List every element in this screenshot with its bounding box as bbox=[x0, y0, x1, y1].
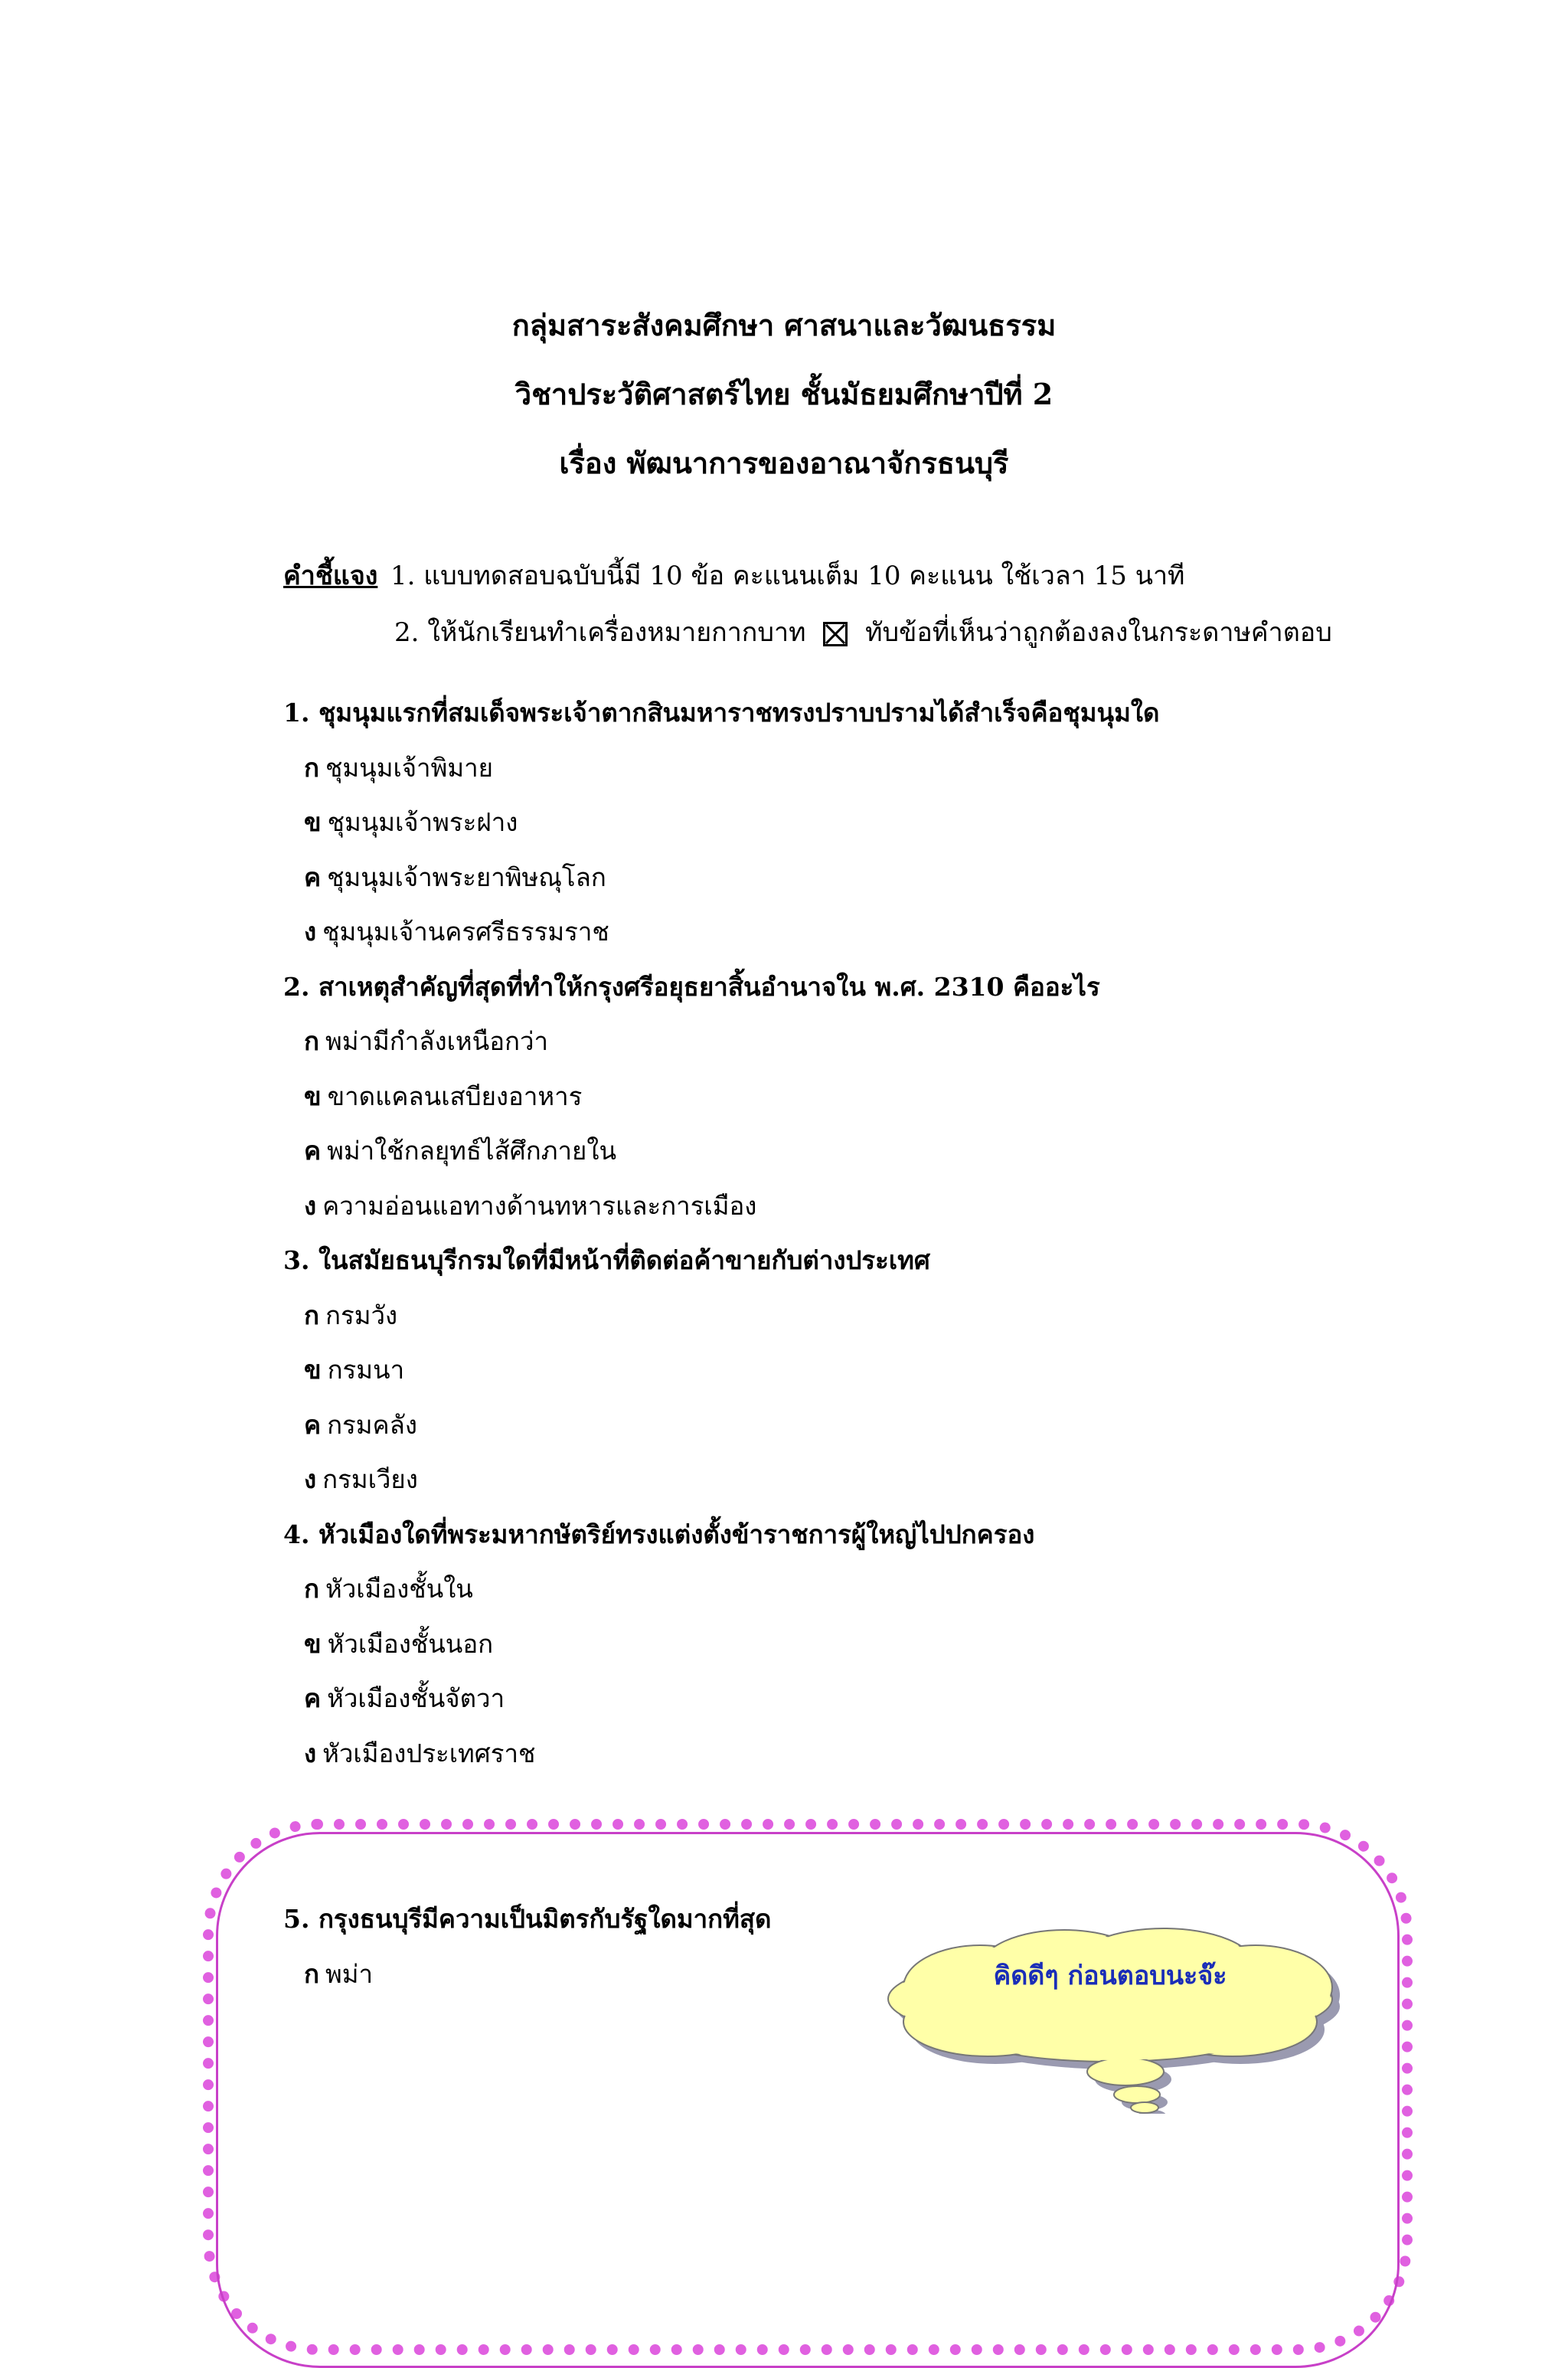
question-3-text: 3. ในสมัยธนบุรีกรมใดที่มีหน้าที่ติดต่อค้าขายกับต่างประเทศ bbox=[283, 1245, 930, 1275]
question-1-text: 1. ชุมนุมแรกที่สมเด็จพระเจ้าตากสินมหาราชทรงปราบปรามได้สำเร็จคือชุมนุมใด bbox=[283, 698, 1160, 728]
choice-letter: ค bbox=[304, 1136, 322, 1166]
choice-letter: ข bbox=[304, 1628, 322, 1659]
choice-letter: ก bbox=[304, 1300, 319, 1330]
question-3-choice-c bbox=[283, 1398, 1508, 1453]
choice-text: หัวเมืองชั้นนอก bbox=[327, 1628, 494, 1659]
choice-text: ชุมนุมเจ้านครศรีธรรมราช bbox=[322, 917, 609, 947]
question-4-choice-b bbox=[283, 1617, 1508, 1672]
choice-text: พม่า bbox=[325, 1958, 374, 1989]
cross-box-icon bbox=[823, 622, 848, 646]
choice-text: ขาดแคลนเสบียงอาหาร bbox=[327, 1081, 583, 1111]
question-3-choice-d bbox=[283, 1452, 1508, 1507]
choice-letter: ค bbox=[304, 862, 322, 892]
document-header bbox=[0, 291, 1568, 498]
question-1-choice-d bbox=[283, 904, 1508, 960]
choice-letter: ก bbox=[304, 1574, 319, 1604]
choice-letter: ก bbox=[304, 1958, 319, 1989]
choice-letter: ก bbox=[304, 1026, 319, 1056]
choice-text: พม่าใช้กลยุทธ์ไส้ศึกภายใน bbox=[327, 1136, 617, 1166]
question-2 bbox=[283, 960, 1508, 1234]
choice-letter: ค bbox=[304, 1683, 322, 1713]
choice-text: กรมคลัง bbox=[327, 1409, 417, 1440]
instruction-item-1 bbox=[283, 548, 1370, 604]
subject-group-title: กลุ่มสาระสังคมศึกษา ศาสนาและวัฒนธรรม bbox=[511, 308, 1057, 342]
choice-text: พม่ามีกำลังเหนือกว่า bbox=[325, 1026, 549, 1056]
question-4-choice-d bbox=[283, 1726, 1508, 1781]
topic-title: เรื่อง พัฒนาการของอาณาจักรธนบุรี bbox=[559, 446, 1009, 480]
choice-letter: ง bbox=[304, 917, 317, 947]
question-4-choice-c bbox=[283, 1671, 1508, 1726]
question-5-text: 5. กรุงธนบุรีมีความเป็นมิตรกับรัฐใดมากที่สุด bbox=[283, 1904, 772, 1934]
choice-letter: ข bbox=[304, 807, 322, 837]
question-5-choice-a bbox=[283, 1947, 972, 2002]
choice-letter: ข bbox=[304, 1081, 322, 1111]
course-title: วิชาประวัติศาสตร์ไทย ชั้นมัธยมศึกษาปีที่ 2 bbox=[514, 377, 1054, 411]
question-5 bbox=[283, 1892, 972, 2001]
question-3 bbox=[283, 1233, 1508, 1507]
question-3-choice-b bbox=[283, 1343, 1508, 1398]
instruction-item-2-text-before: 2. ให้นักเรียนทำเครื่องหมายกากบาท bbox=[394, 617, 806, 648]
choice-text: หัวเมืองประเทศราช bbox=[322, 1738, 536, 1768]
question-2-text: 2. สาเหตุสำคัญที่สุดที่ทำให้กรุงศรีอยุธยาสิ้นอำนาจใน พ.ศ. 2310 คืออะไร bbox=[283, 971, 1100, 1002]
question-3-choice-a bbox=[283, 1288, 1508, 1343]
choice-letter: ค bbox=[304, 1409, 322, 1440]
choice-text: หัวเมืองชั้นจัตวา bbox=[327, 1683, 505, 1713]
instructions bbox=[283, 548, 1370, 661]
choice-letter: ง bbox=[304, 1464, 317, 1494]
choice-text: ชุมนุมเจ้าพระยาพิษณุโลก bbox=[327, 862, 606, 892]
question-4-text: 4. หัวเมืองใดที่พระมหากษัตริย์ทรงแต่งตั้งข้าราชการผู้ใหญ่ไปปกครอง bbox=[283, 1519, 1035, 1549]
instruction-item-1-text: 1. แบบทดสอบฉบับนี้มี 10 ข้อ คะแนนเต็ม 10 คะแนน ใช้เวลา 15 นาที bbox=[390, 561, 1185, 591]
choice-text: ความอ่อนแอทางด้านทหารและการเมือง bbox=[322, 1190, 757, 1221]
question-1 bbox=[283, 685, 1508, 960]
choice-letter: ก bbox=[304, 752, 319, 783]
choice-letter: ง bbox=[304, 1738, 317, 1768]
choice-text: ชุมนุมเจ้าพระฝาง bbox=[327, 807, 518, 837]
choice-text: หัวเมืองชั้นใน bbox=[325, 1574, 473, 1604]
choice-text: กรมนา bbox=[327, 1355, 405, 1385]
choice-text: กรมเวียง bbox=[322, 1464, 418, 1494]
question-1-choice-a bbox=[283, 741, 1508, 796]
instructions-label: คำชี้แจง bbox=[283, 561, 378, 591]
question-1-choice-c bbox=[283, 850, 1508, 905]
question-list bbox=[283, 685, 1508, 1781]
choice-text: กรมวัง bbox=[325, 1300, 398, 1330]
question-4-choice-a bbox=[283, 1562, 1508, 1617]
question-2-choice-c bbox=[283, 1123, 1508, 1179]
question-2-choice-d bbox=[283, 1179, 1508, 1234]
instruction-item-2 bbox=[283, 604, 1370, 661]
question-2-choice-a bbox=[283, 1014, 1508, 1069]
thought-bubble bbox=[873, 1915, 1348, 2114]
instruction-item-2-text-after: ทับข้อที่เห็นว่าถูกต้องลงในกระดาษคำตอบ bbox=[865, 617, 1332, 648]
thought-bubble-icon bbox=[873, 1915, 1348, 2114]
thought-bubble-text: คิดดีๆ ก่อนตอบนะจ๊ะ bbox=[993, 1961, 1227, 1991]
question-1-choice-b bbox=[283, 795, 1508, 850]
choice-letter: ข bbox=[304, 1355, 322, 1385]
choice-letter: ง bbox=[304, 1190, 317, 1221]
choice-text: ชุมนุมเจ้าพิมาย bbox=[325, 752, 493, 783]
question-4 bbox=[283, 1507, 1508, 1781]
question-2-choice-b bbox=[283, 1069, 1508, 1124]
